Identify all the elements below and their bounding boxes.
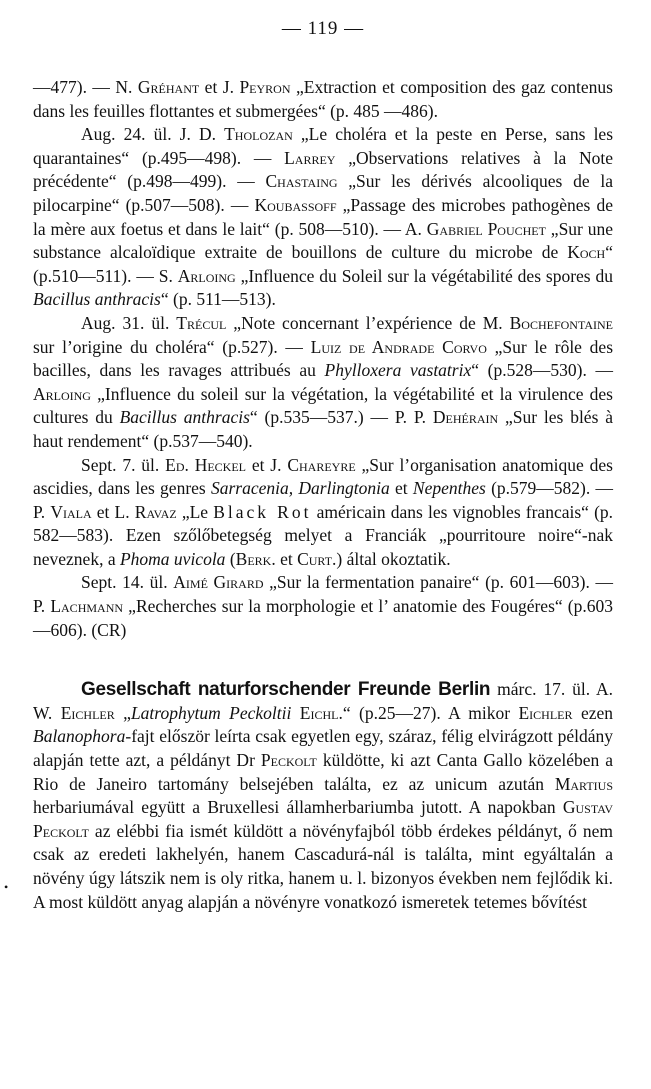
text-run: et J.: [246, 454, 288, 475]
author-name: Trécul: [176, 312, 227, 333]
text-run: et L.: [91, 501, 135, 522]
text-run: „Sur les blés à haut rendement“ (p.537—540).: [33, 407, 613, 451]
text-run: et: [389, 478, 413, 499]
text-run: Sept. 7. ül.: [81, 454, 166, 475]
author-name: Berk.: [235, 548, 276, 569]
page-number: — 119 —: [281, 18, 365, 39]
paragraph-aug-24: [33, 123, 613, 312]
text-run: (p.579—582). — P.: [33, 478, 613, 522]
author-name: Curt.: [297, 548, 337, 569]
author-name: Ravaz: [134, 501, 177, 522]
italic-text: Phylloxera vastatrix: [324, 360, 472, 381]
text-run: „Recherches sur la morphologie et l’ anatomie des Fougéres“ (p.603—606). (CR): [33, 596, 613, 640]
text-run: „Extraction et composition des gaz contenus dans les feuilles flottantes et submergées“ (p. 485 —486).: [33, 77, 613, 121]
text-run: —477). — N.: [33, 77, 138, 97]
text-run: „: [114, 702, 131, 723]
author-name: Ed. Heckel: [165, 454, 246, 475]
text-run: „Sur le rôle des bacilles, dans les ravages attribués au: [33, 336, 614, 381]
author-name: Eichler: [518, 702, 573, 723]
author-name: Arloing: [33, 383, 91, 404]
text-run: „Le choléra et la peste en Perse, sans les quarantaines“ (p.495—498). —: [33, 124, 614, 168]
page: [33, 18, 613, 914]
italic-text: Balanophora: [33, 726, 126, 747]
text-run: et: [275, 548, 298, 569]
paragraph-sept-7: [33, 454, 613, 572]
text-run: „Note concernant l’expérience de M.: [226, 312, 510, 333]
text-run: (: [225, 548, 236, 569]
text-run: Black Rot: [213, 501, 312, 522]
text-run: ) által okoztatik.: [336, 548, 451, 569]
text-run: herbariumával együtt a Bruxellesi államherbariumba jutott. A napokban: [33, 797, 563, 818]
text-run: „Le: [176, 501, 214, 522]
paragraph-berlin-society: [33, 678, 613, 914]
text-run: [291, 703, 299, 723]
italic-text: Bacillus anthracis: [33, 289, 161, 310]
text-run: küldötte, ki azt Canta Gallo közelében a Rio de Janeiro tartomány belsejében találta, ez az unicum azután: [33, 750, 613, 794]
italic-text: Sarracenia, Darlingtonia: [210, 478, 390, 499]
author-name: Martius: [554, 773, 613, 794]
author-name: Gustav Peckolt: [33, 797, 613, 841]
author-name: Peckolt: [260, 750, 317, 771]
text-run: az elébbi fia ismét küldött a növényfajból több érdekes példányt, ő nem csak az eredeti lakhelyén, hanem Cascadurá-nál is találta, mint egyáltalán a növény úgy látszik nem is oly ritka, hanem u. l. bizonyos években nem fejlődik ki. A most küldött anyag alapján a növényre vonatkozó ismeretek tetemes bővítést: [33, 820, 613, 912]
text-run: „Sur une substance alcaloïdique extraite de bouillons de culture du microbe de: [33, 218, 613, 263]
text-run: “ (p.510—511). — S.: [33, 242, 613, 286]
text-run: américain dans les vignobles francais“ (p. 582—583). Ezen szőlőbetegség melyet a Franciák „pourritoure noire“-nak neveznek, a: [33, 501, 614, 569]
author-name: Eichler: [60, 702, 115, 723]
author-name: Gréhant: [137, 77, 200, 97]
text-run: “ (p. 511—513).: [160, 289, 276, 310]
text-run: sur l’origine du choléra“ (p.527). —: [33, 336, 311, 357]
section-heading: Gesellschaft naturforschender Freunde Berlin: [81, 679, 491, 701]
text-run: “ (p.535—537.) — P. P.: [249, 407, 433, 428]
italic-text: Phoma uvicola: [119, 548, 226, 569]
author-name: Larrey: [284, 147, 336, 168]
text-run: “ (p.25—27). A mikor: [342, 702, 519, 723]
text-run: „Influence du soleil sur la végétation, la végétabilité et la virulence des cultures du: [33, 383, 613, 428]
author-name: Koubassoff: [254, 194, 337, 215]
author-name: Lachmann: [50, 596, 124, 617]
italic-text: Latrophytum Peckoltii: [130, 702, 292, 723]
section-gap: [33, 642, 613, 678]
author-name: Aimé Girard: [173, 572, 264, 593]
author-name: Chareyre: [287, 454, 356, 475]
author-name: Tholozan: [224, 124, 293, 145]
text-run: „Influence du Soleil sur la végétabilité des spores du: [235, 265, 613, 286]
italic-text: Nepenthes: [412, 478, 486, 499]
text-run: ezen: [572, 702, 613, 723]
text-run: „Observations relatives à la Note précédente“ (p.498—499). —: [33, 147, 613, 192]
author-name: Viala: [50, 501, 92, 522]
author-name: Bochefontaine: [509, 312, 613, 333]
text-run: et J.: [199, 77, 240, 97]
paragraph-aug-31: [33, 312, 613, 454]
author-name: Koch: [567, 242, 606, 263]
text-run: „Sur les dérivés alcooliques de la pilocarpine“ (p.507—508). —: [33, 171, 613, 215]
text-run: Aug. 31. ül.: [81, 312, 177, 333]
text-run: „Passage des microbes pathogènes de la mère aux foetus et dans le lait“ (p. 508—510). — A.: [33, 194, 613, 239]
author-name: Eichl.: [299, 702, 343, 723]
author-name: Peyron: [239, 77, 291, 97]
text-run: márc. 17. ül. A. W.: [33, 679, 613, 723]
paragraph-continuation: [33, 76, 613, 123]
author-name: Dehérain: [432, 407, 499, 428]
author-name: Chastaing: [265, 171, 338, 192]
paragraph-sept-14: [33, 571, 613, 642]
text-run: “ (p.528—530). —: [471, 360, 613, 381]
text-run: Aug. 24. ül. J. D.: [81, 124, 225, 145]
italic-text: Bacillus anthracis: [119, 407, 250, 428]
margin-mark: •: [4, 880, 9, 894]
text-run: -fajt először leírta csak egyetlen egy, száraz, félig elvirágzott példány alapján tette azt, a példányt Dr: [33, 726, 613, 771]
author-name: Arloing: [177, 265, 236, 286]
author-name: Gabriel Pouchet: [426, 218, 546, 239]
text-run: „Sur la fermentation panaire“ (p. 601—603). — P.: [33, 572, 613, 617]
text-run: Sept. 14. ül.: [81, 572, 174, 593]
author-name: Luiz de Andrade Corvo: [310, 336, 487, 357]
text-run: „Sur l’organisation anatomique des ascidies, dans les genres: [33, 454, 613, 499]
